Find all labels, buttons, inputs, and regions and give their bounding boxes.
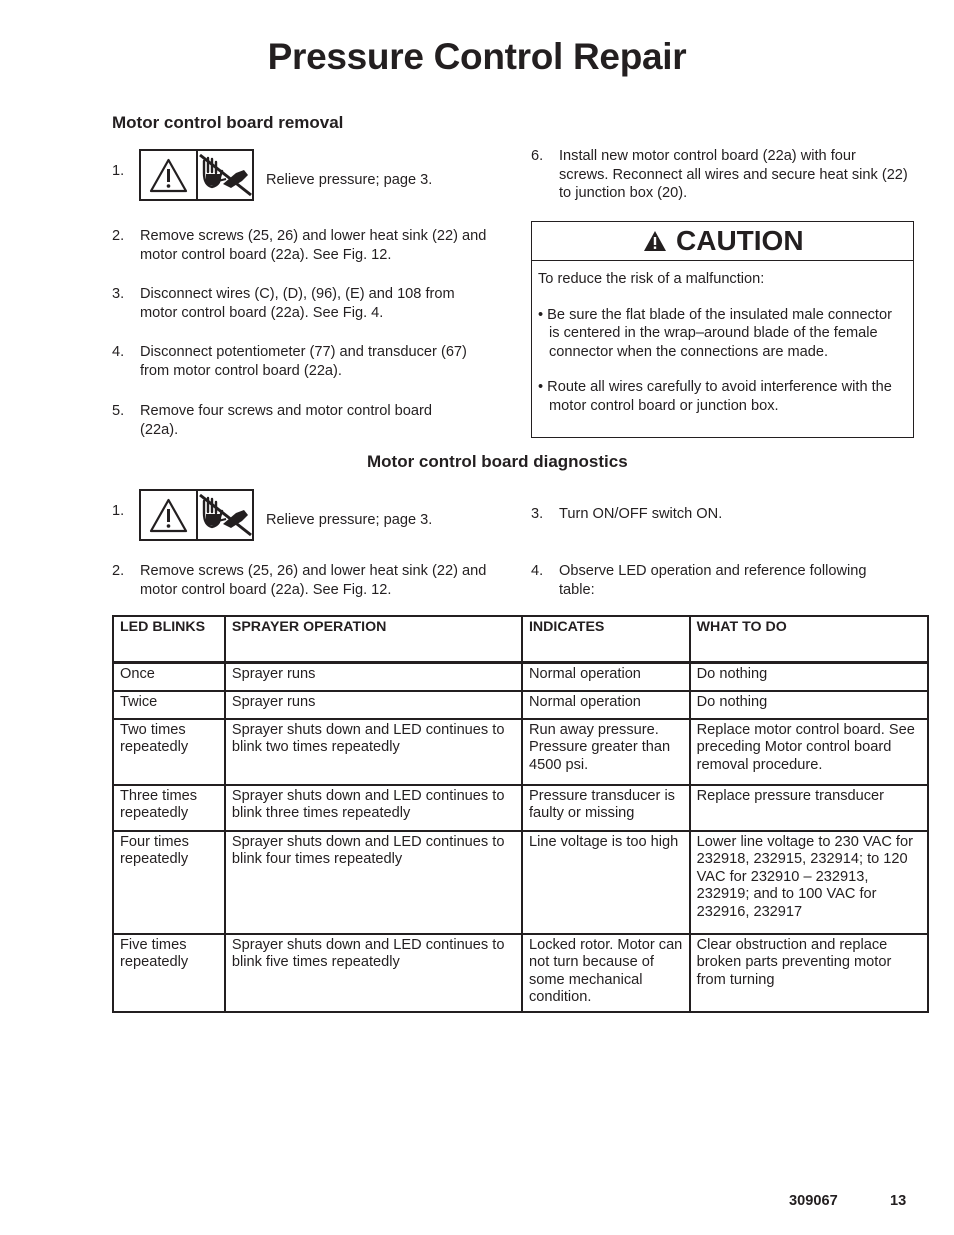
caution-header	[532, 222, 913, 261]
table-cell: Normal operation	[522, 691, 690, 719]
table-cell: Locked rotor. Motor can not turn because of some mechanical condition.	[522, 934, 690, 1012]
caution-warning-icon	[643, 230, 667, 252]
table-cell: Clear obstruction and replace broken parts preventing motor from turning	[690, 934, 928, 1012]
column-header: INDICATES	[522, 616, 690, 663]
step-text: Disconnect potentiometer (77) and transducer (67) from motor control board (22a).	[140, 344, 467, 379]
caution-intro: To reduce the risk of a malfunction:	[538, 271, 765, 287]
table-cell: Sprayer shuts down and LED continues to blink three times repeatedly	[225, 785, 522, 831]
step-text: Observe LED operation and reference following table:	[559, 563, 867, 598]
table-header-row	[113, 616, 928, 663]
table-cell: Sprayer runs	[225, 691, 522, 719]
page-title: Pressure Control Repair	[267, 36, 687, 77]
section-heading-diagnostics: Motor control board diagnostics	[367, 452, 628, 471]
table-cell: Lower line voltage to 230 VAC for 232918, 232915, 232914; to 120 VAC for 232910 – 232913, 232919; and to 100 VAC for 232916, 232917	[690, 831, 928, 934]
table-cell: Once	[113, 663, 225, 691]
table-cell: Sprayer shuts down and LED continues to blink five times repeatedly	[225, 934, 522, 1012]
table-cell: Replace motor control board. See preceding Motor control board removal procedure.	[690, 719, 928, 785]
table-row	[113, 691, 928, 719]
warning-triangle-icon	[141, 151, 198, 199]
table-row	[113, 934, 928, 1012]
table-cell: Sprayer runs	[225, 663, 522, 691]
table-row	[113, 831, 928, 934]
table-row	[113, 663, 928, 691]
table-cell: Normal operation	[522, 663, 690, 691]
table-cell: Twice	[113, 691, 225, 719]
table-cell: Pressure transducer is faulty or missing	[522, 785, 690, 831]
caution-bullet: • Be sure the flat blade of the insulated male connector is centered in the wrap–around blade of the female connector when the connections are made.	[538, 306, 892, 360]
step-text: Remove four screws and motor control board (22a).	[140, 403, 433, 438]
table-cell: Two times repeatedly	[113, 719, 225, 785]
hazard-symbol-box	[139, 489, 254, 541]
warning-triangle-icon	[141, 491, 198, 539]
page-number: 13	[890, 1193, 907, 1209]
hazard-symbol-box	[139, 149, 254, 201]
document-number: 309067	[789, 1193, 838, 1209]
step-number: 6.	[531, 148, 544, 164]
column-header: SPRAYER OPERATION	[225, 616, 522, 663]
hand-injection-hazard-icon	[198, 151, 253, 199]
removal-step-1-number: 1.	[112, 163, 125, 179]
section-heading-removal: Motor control board removal	[112, 113, 344, 132]
removal-step-1-text: Relieve pressure; page 3.	[266, 172, 433, 188]
table-cell: Five times repeatedly	[113, 934, 225, 1012]
step-text: Disconnect wires (C), (D), (96), (E) and 108 from motor control board (22a). See Fig. 4.	[140, 286, 455, 321]
caution-body	[538, 270, 903, 415]
step-text: Remove screws (25, 26) and lower heat sink (22) and motor control board (22a). See Fig. 12.	[140, 228, 487, 263]
table-row	[113, 785, 928, 831]
table-cell: Line voltage is too high	[522, 831, 690, 934]
step-text: Install new motor control board (22a) with four screws. Reconnect all wires and secure heat sink (22) to junction box (20).	[559, 148, 908, 201]
table-cell: Do nothing	[690, 691, 928, 719]
caution-bullet: • Route all wires carefully to avoid interference with the motor control board or junction box.	[538, 379, 892, 414]
step-number: 4.	[531, 563, 544, 579]
diagnostics-step-1-number: 1.	[112, 503, 125, 519]
table-cell: Sprayer shuts down and LED continues to blink four times repeatedly	[225, 831, 522, 934]
step-number: 2.	[112, 563, 125, 579]
column-header: LED BLINKS	[113, 616, 225, 663]
caution-label: CAUTION	[676, 225, 804, 256]
diagnostics-step-1-text: Relieve pressure; page 3.	[266, 512, 433, 528]
step-number: 3.	[112, 286, 125, 302]
step-number: 2.	[112, 228, 125, 244]
led-diagnostics-table	[112, 615, 929, 1013]
step-text: Remove screws (25, 26) and lower heat sink (22) and motor control board (22a). See Fig. 12.	[140, 563, 487, 598]
table-cell: Do nothing	[690, 663, 928, 691]
step-text: Turn ON/OFF switch ON.	[559, 506, 723, 522]
step-number: 5.	[112, 403, 125, 419]
step-number: 4.	[112, 344, 125, 360]
caution-box	[531, 221, 914, 438]
column-header: WHAT TO DO	[690, 616, 928, 663]
hand-injection-hazard-icon	[198, 491, 253, 539]
step-number: 3.	[531, 506, 544, 522]
table-cell: Four times repeatedly	[113, 831, 225, 934]
table-cell: Replace pressure transducer	[690, 785, 928, 831]
table-row	[113, 719, 928, 785]
table-cell: Run away pressure. Pressure greater than 4500 psi.	[522, 719, 690, 785]
table-cell: Three times repeatedly	[113, 785, 225, 831]
table-cell: Sprayer shuts down and LED continues to blink two times repeatedly	[225, 719, 522, 785]
